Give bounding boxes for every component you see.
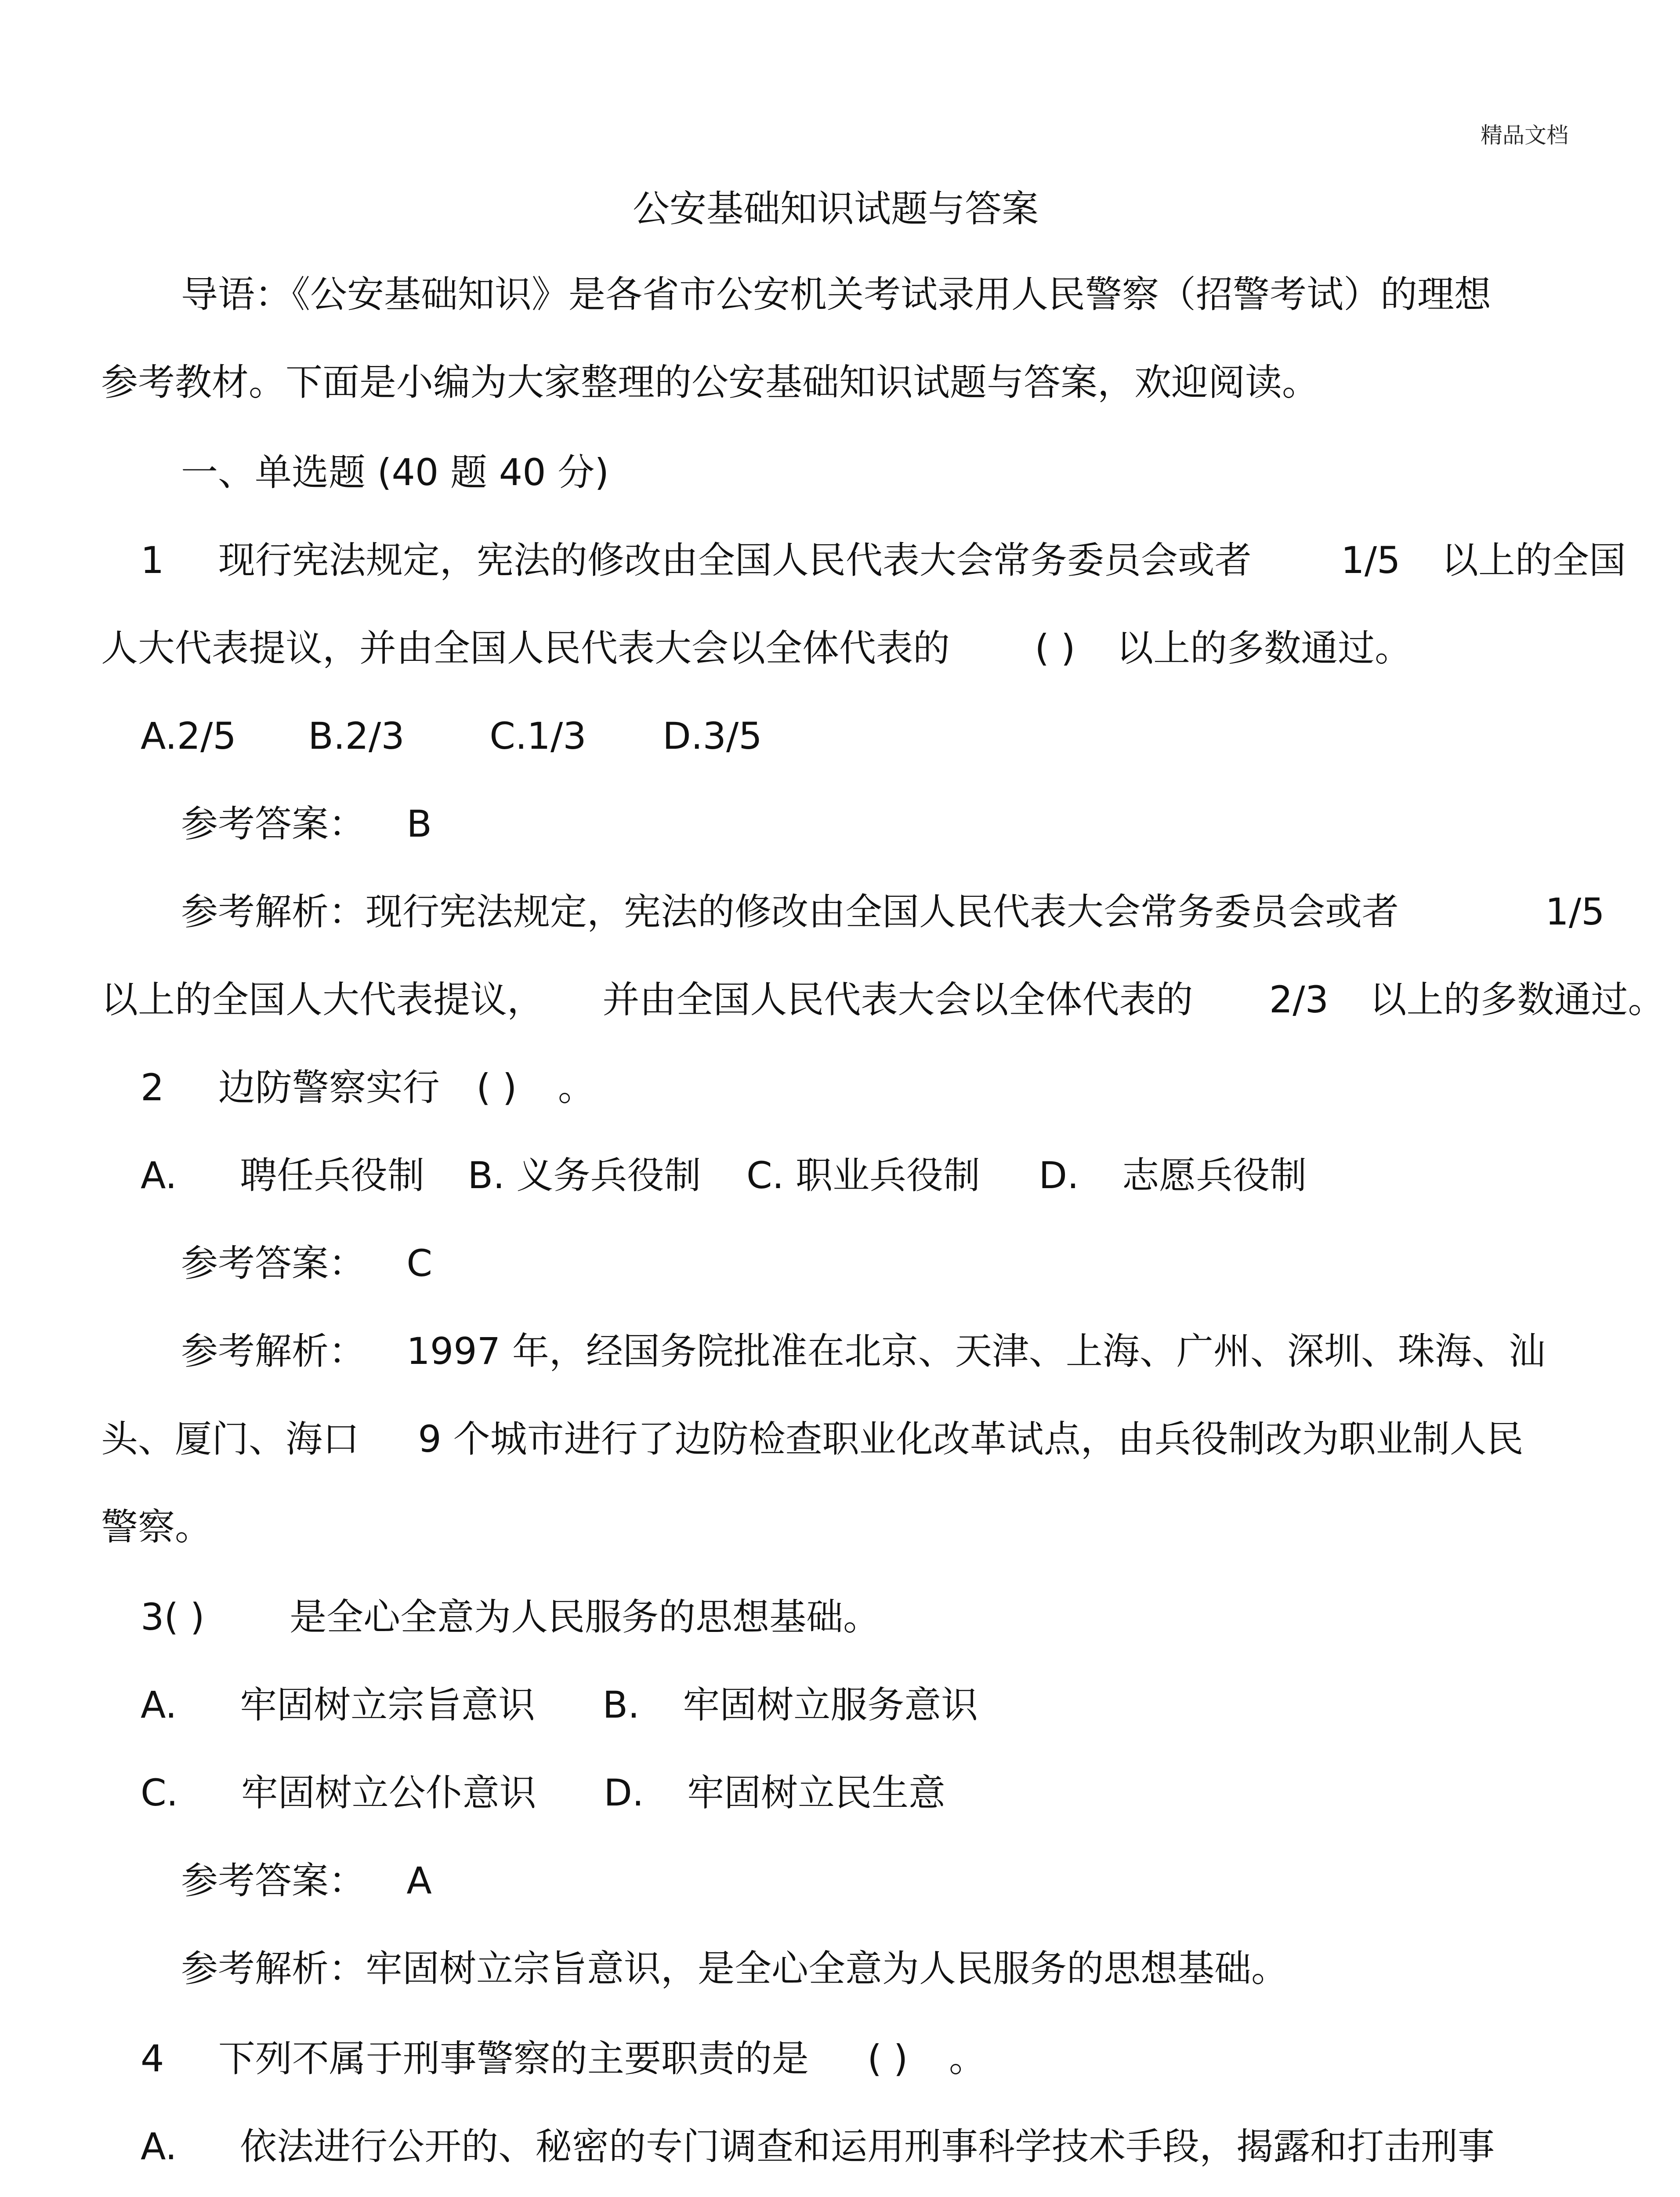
q1-text-2: 人大代表提议，并由全国人民代表大会以全体代表的 [101,627,950,670]
page-header-label: 精品文档 [1481,123,1568,148]
q3-option-a-text: 牢固树立宗旨意识 [240,1683,536,1726]
q4-option-a: A. [141,2125,177,2168]
q2-explanation-text-1: 1997 年，经国务院批准在北京、天津、上海、广州、深圳、珠海、汕 [406,1330,1546,1373]
q1-option-c: C.1/3 [489,714,587,758]
q1-line-1 [141,538,1626,582]
q2-line [141,1066,595,1109]
q2-option-d-text: 志愿兵役制 [1122,1154,1307,1197]
q1-text-1: 现行宪法规定，宪法的修改由全国人民代表大会常务委员会或者 [218,539,1252,582]
q3-text: 是全心全意为人民服务的思想基础。 [290,1595,880,1639]
q2-explanation-text-2a: 头、厦门、海口 [101,1418,360,1461]
q4-end: 。 [949,2037,986,2080]
q1-answer-value: B [406,802,432,845]
q3-option-b: B. [602,1683,640,1726]
q2-answer-label: 参考答案： [181,1242,366,1285]
q3-answer-value: A [406,1859,432,1902]
q3-number: 3( ) [141,1595,205,1639]
q1-explanation-line-2 [101,978,1665,1022]
q1-option-a: A.2/5 [141,714,236,758]
q3-option-a: A. [141,1683,177,1726]
q4-option-a-line [141,2124,1495,2168]
q2-explanation-text-2b: 9 个城市进行了边防检查职业化改革试点，由兵役制改为职业制人民 [418,1418,1524,1461]
q3-explanation: 参考解析：牢固树立宗旨意识，是全心全意为人民服务的思想基础。 [181,1947,1289,1990]
q3-answer-label: 参考答案： [181,1859,366,1902]
q2-option-c: C. 职业兵役制 [746,1154,981,1197]
q2-option-b: B. 义务兵役制 [467,1154,701,1197]
q4-text: 下列不属于刑事警察的主要职责的是 [218,2037,809,2080]
q2-number: 2 [141,1066,164,1109]
q2-option-d: D. [1039,1154,1079,1197]
q1-line-2 [101,626,1412,670]
q1-answer [181,802,432,846]
q1-number: 1 [141,539,164,582]
q1-text-1-tail: 以上的全国 [1441,539,1626,582]
q1-text-2-tail: 以上的多数通过。 [1116,627,1412,670]
q1-explanation-text-2: 以上的全国人大代表提议， [101,978,544,1021]
q3-options-row-1 [141,1683,978,1727]
q3-line [141,1595,880,1639]
q2-blank: ( ) [476,1066,517,1109]
q4-option-a-text: 依法进行公开的、秘密的专门调查和运用刑事科学技术手段，揭露和打击刑事 [240,2125,1495,2168]
q2-answer [181,1241,432,1285]
q2-explanation-line-1 [181,1329,1546,1373]
q1-explanation-line-1 [181,890,1605,934]
intro-line-2: 参考教材。下面是小编为大家整理的公安基础知识试题与答案，欢迎阅读。 [101,361,1319,404]
q4-blank: ( ) [867,2037,908,2080]
q1-option-b: B.2/3 [308,714,405,758]
q4-line [141,2037,986,2081]
q1-fraction-1: 1/5 [1341,539,1401,582]
q3-option-c-text: 牢固树立公仆意识 [241,1771,536,1814]
intro-line-1: 导语：《公安基础知识》是各省市公安机关考试录用人民警察（招警考试）的理想 [181,273,1492,316]
q1-answer-label: 参考答案： [181,802,366,845]
q1-explanation-text-1: 参考解析：现行宪法规定，宪法的修改由全国人民代表大会常务委员会或者 [181,890,1399,933]
q2-options [141,1153,1307,1197]
q2-text: 边防警察实行 [218,1066,440,1109]
q1-blank: ( ) [1035,627,1075,670]
q3-option-d-text: 牢固树立民生意 [687,1771,945,1814]
q1-explanation-text-2-tail: 以上的多数通过。 [1369,978,1665,1021]
q2-option-a-text: 聘任兵役制 [240,1154,425,1197]
q1-explanation-fraction-2: 2/3 [1269,978,1329,1021]
q1-explanation-text-2-mid: 并由全国人民代表大会以全体代表的 [602,978,1193,1021]
q2-option-a: A. [141,1154,177,1197]
q2-explanation-line-3: 警察。 [101,1505,212,1548]
q1-explanation-fraction-1: 1/5 [1545,890,1605,933]
q2-end: 。 [558,1066,595,1109]
section-heading: 一、单选题 (40 题 40 分) [181,451,609,494]
q2-explanation-label: 参考解析： [181,1330,366,1373]
q1-options [141,714,762,758]
q3-option-b-text: 牢固树立服务意识 [683,1683,978,1726]
q4-number: 4 [141,2037,164,2080]
q3-options-row-2 [141,1771,945,1815]
q3-answer [181,1859,432,1903]
q2-explanation-line-2 [101,1417,1524,1461]
q3-option-c: C. [141,1771,178,1814]
q2-answer-value: C [406,1242,433,1285]
q1-option-d: D.3/5 [663,714,762,758]
q3-option-d: D. [604,1771,644,1814]
page-title: 公安基础知识试题与答案 [633,187,1039,230]
